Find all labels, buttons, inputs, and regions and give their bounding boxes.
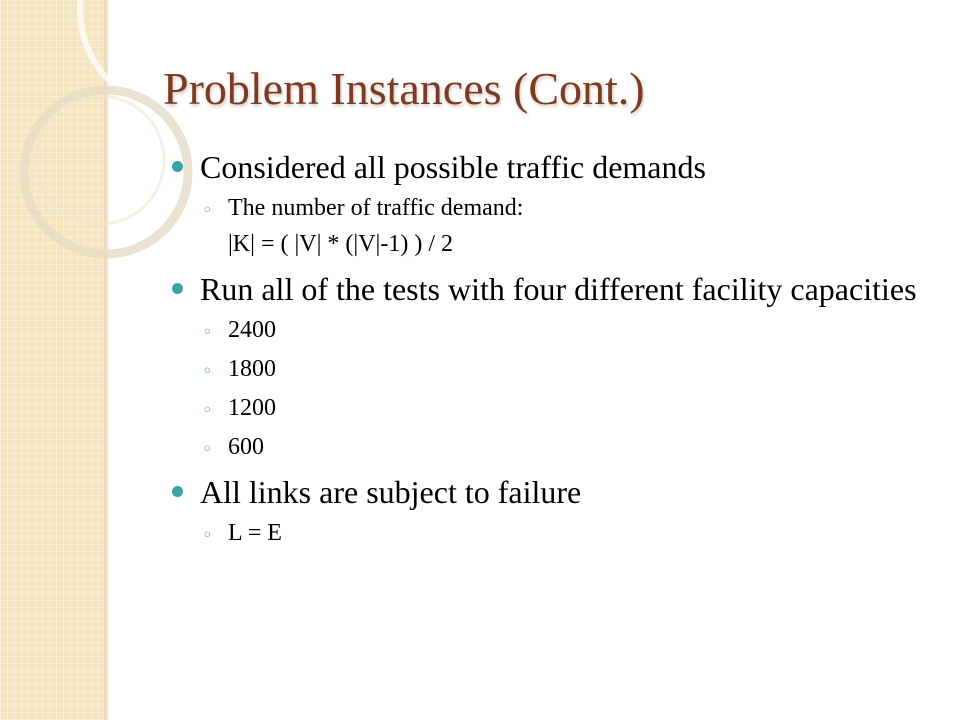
bullet-text: All links are subject to failure — [200, 474, 582, 510]
hollow-circle-bullet-icon: ◦ — [202, 525, 213, 546]
hollow-circle-bullet-icon: ◦ — [202, 322, 213, 343]
sub-bullet-text: 600 — [228, 434, 264, 460]
formula-text: |K| = ( |V| * (|V|-1) ) / 2 — [228, 231, 453, 257]
hollow-circle-bullet-icon: ◦ — [202, 439, 213, 460]
sub-bullet-item — [170, 355, 930, 383]
sub-bullet-text: L = E — [228, 520, 282, 546]
sub-bullet-text: 1800 — [228, 356, 276, 382]
decorative-ring-small — [36, 96, 164, 224]
bullet-list — [170, 150, 930, 547]
sub-bullet-item — [170, 519, 930, 547]
sub-bullet-text: 2400 — [228, 317, 276, 343]
hollow-circle-bullet-icon: ◦ — [202, 200, 213, 221]
sub-bullet-text: 1200 — [228, 395, 276, 421]
bullet-item — [170, 475, 930, 509]
sub-bullet-item — [170, 316, 930, 344]
bullet-text: Considered all possible traffic demands — [200, 149, 706, 185]
filled-circle-bullet-icon — [172, 161, 183, 172]
sub-bullet-text: The number of traffic demand: — [228, 195, 524, 221]
filled-circle-bullet-icon — [172, 486, 183, 497]
hollow-circle-bullet-icon: ◦ — [202, 361, 213, 382]
bullet-text: Run all of the tests with four different facility capacities — [200, 271, 917, 307]
sub-bullet-item — [170, 433, 930, 461]
sub-bullet-item — [170, 194, 930, 222]
slide-title: Problem Instances (Cont.) — [163, 63, 645, 114]
hollow-circle-bullet-icon: ◦ — [202, 400, 213, 421]
sub-bullet-continuation — [170, 230, 930, 258]
bullet-item — [170, 150, 930, 184]
filled-circle-bullet-icon — [172, 283, 183, 294]
bullet-item — [170, 272, 930, 306]
sub-bullet-item — [170, 394, 930, 422]
